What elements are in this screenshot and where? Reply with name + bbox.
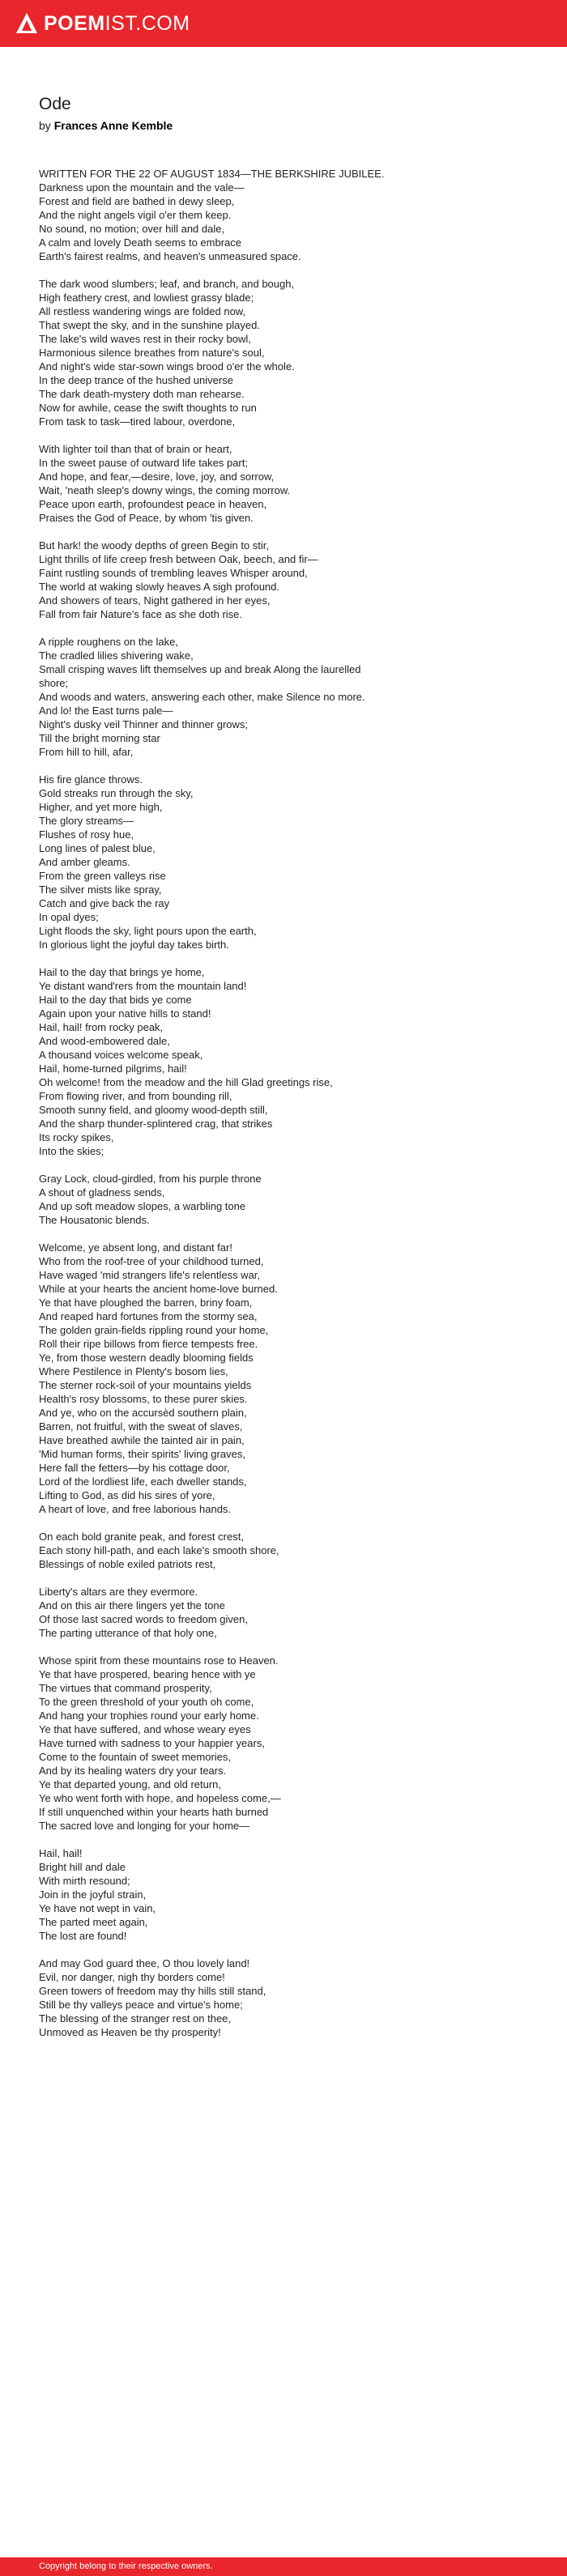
poem-line: Come to the fountain of sweet memories, <box>39 1751 232 1763</box>
poem-line: That swept the sky, and in the sunshine played. <box>39 319 260 331</box>
poem-line: The lake's wild waves rest in their rocky bowl, <box>39 333 251 345</box>
stanza <box>39 1585 528 1640</box>
poem-line: And on this air there lingers yet the tone <box>39 1599 225 1612</box>
poem-line: Light thrills of life creep fresh between Oak, beech, and fir— <box>39 553 318 565</box>
poem-line: WRITTEN FOR THE 22 OF AUGUST 1834—THE BERKSHIRE JUBILEE. <box>39 168 385 180</box>
poem-line: The sterner rock-soil of your mountains yields <box>39 1379 252 1391</box>
poem-line: Earth's fairest realms, and heaven's unmeasured space. <box>39 250 301 262</box>
stanza <box>39 1846 528 1943</box>
logo-text-rest: IST.COM <box>104 11 190 35</box>
poem-line: The world at waking slowly heaves A sigh profound. <box>39 581 280 593</box>
poem-line: Ye that have suffered, and whose weary eyes <box>39 1723 251 1735</box>
poem-line: And hang your trophies round your early home. <box>39 1710 259 1722</box>
poem-line: And showers of tears, Night gathered in her eyes, <box>39 594 271 607</box>
poem-line: Hail, hail! <box>39 1847 83 1859</box>
poem-line: Ye that have prospered, bearing hence with ye <box>39 1668 256 1680</box>
poem-line: From flowing river, and from bounding rill, <box>39 1090 232 1102</box>
poem-line: And lo! the East turns pale— <box>39 705 173 717</box>
poem-line: With lighter toil than that of brain or heart, <box>39 443 232 455</box>
poem-line: And ye, who on the accursèd southern plain, <box>39 1407 247 1419</box>
poem-line: A shout of gladness sends, <box>39 1186 165 1199</box>
poem-line: Light floods the sky, light pours upon the earth, <box>39 925 257 937</box>
poem-line: The silver mists like spray, <box>39 884 162 896</box>
poem-line: Higher, and yet more high, <box>39 801 163 813</box>
poem-line: Hail to the day that bids ye come <box>39 994 192 1006</box>
poem-line: Catch and give back the ray <box>39 897 170 909</box>
poem-line: Welcome, ye absent long, and distant far! <box>39 1241 232 1254</box>
poem-line: From hill to hill, afar, <box>39 746 134 758</box>
poem-line: Join in the joyful strain, <box>39 1888 147 1901</box>
poem-line: But hark! the woody depths of green Begin to stir, <box>39 539 270 551</box>
poem-line: Roll their ripe billows from fierce tempests free. <box>39 1338 258 1350</box>
poem-line: High feathery crest, and lowliest grassy blade; <box>39 292 254 304</box>
stanza <box>39 539 528 621</box>
poem-line: Oh welcome! from the meadow and the hill Glad greetings rise, <box>39 1076 333 1088</box>
poem-line: The lost are found! <box>39 1930 127 1942</box>
stanza <box>39 965 528 1158</box>
poem-line: In the sweet pause of outward life takes part; <box>39 457 248 469</box>
poem-line: Praises the God of Peace, by whom 'tis given. <box>39 512 254 524</box>
poem-line: Smooth sunny field, and gloomy wood-depth still, <box>39 1104 268 1116</box>
poem-line: The Housatonic blends. <box>39 1214 150 1226</box>
poem-line: Till the bright morning star <box>39 732 160 744</box>
poem-line: Peace upon earth, profoundest peace in heaven, <box>39 498 267 510</box>
poem-line: Lord of the lordliest life, each dweller stands, <box>39 1475 247 1488</box>
poem-line: And woods and waters, answering each other, make Silence no more. <box>39 691 365 703</box>
poem-line: And hope, and fear,—desire, love, joy, and sorrow, <box>39 470 275 483</box>
poem-line: Liberty's altars are they evermore. <box>39 1586 198 1598</box>
poem-line: The virtues that command prosperity, <box>39 1682 212 1694</box>
site-logo-link[interactable] <box>15 11 190 36</box>
poem-line: Forest and field are bathed in dewy sleep, <box>39 195 235 207</box>
poem-line: Flushes of rosy hue, <box>39 828 134 841</box>
poem-line: And amber gleams. <box>39 856 130 868</box>
poem-line: Ye that have ploughed the barren, briny foam, <box>39 1297 253 1309</box>
poem-line: Have breathed awhile the tainted air in pain, <box>39 1434 245 1446</box>
poem-line: And the sharp thunder-splintered crag, that strikes <box>39 1118 273 1130</box>
poem-line: And night's wide star-sown wings brood o'er the whole. <box>39 360 295 373</box>
poem-line: Ye, from those western deadly blooming fields <box>39 1352 254 1364</box>
poem-line: Night's dusky veil Thinner and thinner grows; <box>39 718 249 730</box>
poem-line: shore; <box>39 677 69 689</box>
poem-line: And may God guard thee, O thou lovely land! <box>39 1957 250 1969</box>
poem-line: In opal dyes; <box>39 911 99 923</box>
stanza <box>39 1956 528 2039</box>
poem-line: Small crisping waves lift themselves up and break Along the laurelled <box>39 663 361 675</box>
poem-line: Bright hill and dale <box>39 1861 126 1873</box>
poem-line: Whose spirit from these mountains rose to Heaven. <box>39 1654 279 1667</box>
stanza <box>39 167 528 263</box>
poem-line: The cradled lilies shivering wake, <box>39 649 194 662</box>
stanza <box>39 1241 528 1516</box>
poem-line: Have waged 'mid strangers life's relentless war, <box>39 1269 261 1281</box>
poem-line: Gray Lock, cloud-girdled, from his purple throne <box>39 1173 262 1185</box>
poem-line: A thousand voices welcome speak, <box>39 1049 203 1061</box>
poem-line: The sacred love and longing for your home— <box>39 1820 250 1832</box>
poem-line: The glory streams— <box>39 815 134 827</box>
poem-line: Barren, not fruitful, with the sweat of slaves, <box>39 1420 243 1433</box>
poem-line: A heart of love, and free laborious hands. <box>39 1503 232 1515</box>
poem-line: From task to task—tired labour, overdone, <box>39 415 236 428</box>
poem-line: Blessings of noble exiled patriots rest, <box>39 1558 216 1570</box>
stanza <box>39 442 528 525</box>
poem-line: Health's rosy blossoms, to these purer skies. <box>39 1393 248 1405</box>
poem-line: Gold streaks run through the sky, <box>39 787 194 799</box>
poem-line: And reaped hard fortunes from the stormy sea, <box>39 1310 258 1322</box>
stanza <box>39 1654 528 1833</box>
poem-line: All restless wandering wings are folded now, <box>39 305 246 317</box>
stanza <box>39 1530 528 1571</box>
site-header <box>0 0 567 47</box>
poem-line: The parting utterance of that holy one, <box>39 1627 217 1639</box>
stanza <box>39 773 528 952</box>
poem-line: And wood-embowered dale, <box>39 1035 170 1047</box>
poem-line: From the green valleys rise <box>39 870 166 882</box>
poem-line: His fire glance throws. <box>39 773 143 786</box>
byline <box>39 118 528 133</box>
poem-line: Ye distant wand'rers from the mountain land! <box>39 980 247 992</box>
poem-line: Harmonious silence breathes from nature's soul, <box>39 347 265 359</box>
poem-line: The parted meet again, <box>39 1916 148 1928</box>
poem-line: Of those last sacred words to freedom given, <box>39 1613 248 1625</box>
quill-triangle-icon <box>15 11 39 36</box>
poem-line: Ye that departed young, and old return, <box>39 1778 222 1790</box>
poem-line: The blessing of the stranger rest on thee, <box>39 2012 232 2025</box>
poem-line: Who from the roof-tree of your childhood turned, <box>39 1255 264 1267</box>
poem-line: A calm and lovely Death seems to embrace <box>39 236 242 249</box>
poem-line: With mirth resound; <box>39 1875 130 1887</box>
logo-text-bold: POEM <box>44 11 105 35</box>
poem-line: Where Pestilence in Plenty's bosom lies, <box>39 1365 228 1377</box>
poem-line: Again upon your native hills to stand! <box>39 1007 211 1020</box>
poem-line: The dark wood slumbers; leaf, and branch, and bough, <box>39 278 295 290</box>
poem-line: Hail, home-turned pilgrims, hail! <box>39 1062 187 1075</box>
poem-line: To the green threshold of your youth oh come, <box>39 1696 254 1708</box>
poem-line: And the night angels vigil o'er them keep. <box>39 209 232 221</box>
byline-prefix: by <box>39 119 51 132</box>
poem-line: Each stony hill-path, and each lake's smooth shore, <box>39 1544 279 1556</box>
poem-header <box>0 47 567 133</box>
poem-line: Evil, nor danger, nigh thy borders come! <box>39 1971 225 1983</box>
poem-line: The dark death-mystery doth man rehearse. <box>39 388 245 400</box>
poem-line: On each bold granite peak, and forest crest, <box>39 1531 244 1543</box>
poem-line: Wait, 'neath sleep's downy wings, the coming morrow. <box>39 484 291 496</box>
poem-line: While at your hearts the ancient home-love burned. <box>39 1283 278 1295</box>
poem-line: 'Mid human forms, their spirits' living graves, <box>39 1448 245 1460</box>
poem-line: Green towers of freedom may thy hills still stand, <box>39 1985 266 1997</box>
poem-line: No sound, no motion; over hill and dale, <box>39 223 225 235</box>
site-footer <box>0 2557 567 2576</box>
poem-line: Now for awhile, cease the swift thoughts to run <box>39 402 257 414</box>
poem-line: In glorious light the joyful day takes birth. <box>39 939 229 951</box>
poem-line: Into the skies; <box>39 1145 104 1157</box>
poem-line: Fall from fair Nature's face as she doth rise. <box>39 608 243 620</box>
poem-line: Its rocky spikes, <box>39 1131 114 1143</box>
stanza <box>39 635 528 759</box>
poem-line: Hail to the day that brings ye home, <box>39 966 205 978</box>
poem-line: A ripple roughens on the lake, <box>39 636 179 648</box>
copyright-text: Copyright belong to their respective owners. <box>39 2561 213 2571</box>
poem-body <box>0 133 567 2039</box>
poem-line: And by its healing waters dry your tears. <box>39 1765 227 1777</box>
poem-line: Unmoved as Heaven be thy prosperity! <box>39 2026 221 2038</box>
poem-line: Long lines of palest blue, <box>39 842 156 854</box>
poem-line: The golden grain-fields rippling round your home, <box>39 1324 269 1336</box>
poem-line: Have turned with sadness to your happier years, <box>39 1737 265 1749</box>
poem-line: Darkness upon the mountain and the vale— <box>39 181 245 194</box>
poem-line: Hail, hail! from rocky peak, <box>39 1021 164 1033</box>
poem-line: Ye who went forth with hope, and hopeless come,— <box>39 1792 281 1804</box>
stanza <box>39 1172 528 1227</box>
stanza <box>39 277 528 428</box>
poem-line: Still be thy valleys peace and virtue's home; <box>39 1999 243 2011</box>
poem-line: Ye have not wept in vain, <box>39 1902 156 1914</box>
poem-line: Lifting to God, as did his sires of yore, <box>39 1489 215 1501</box>
poem-title: Ode <box>39 95 71 113</box>
poem-line: Here fall the fetters—by his cottage door, <box>39 1462 230 1474</box>
poem-line: If still unquenched within your hearts hath burned <box>39 1806 269 1818</box>
poem-line: And up soft meadow slopes, a warbling tone <box>39 1200 246 1212</box>
poem-line: Faint rustling sounds of trembling leaves Whisper around, <box>39 567 308 579</box>
author-link[interactable]: Frances Anne Kemble <box>53 119 173 132</box>
poem-line: In the deep trance of the hushed universe <box>39 374 233 386</box>
